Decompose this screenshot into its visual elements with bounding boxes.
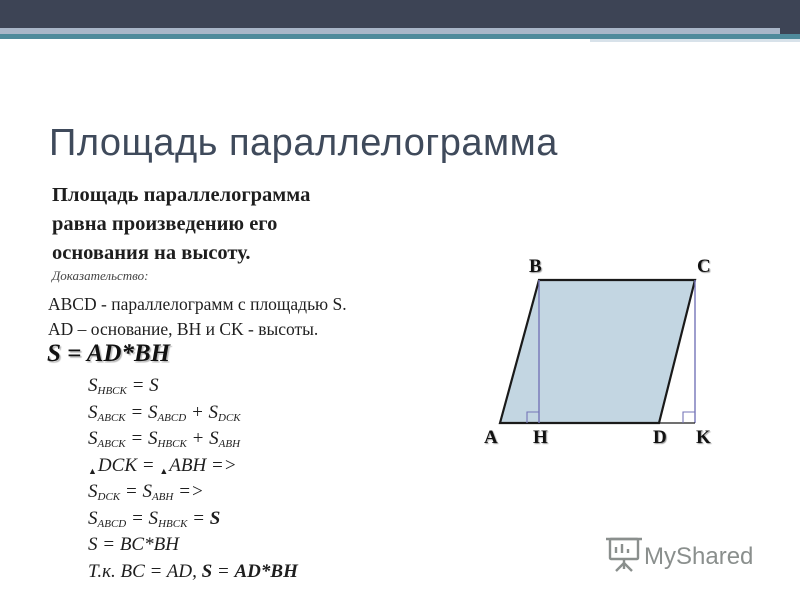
vertex-label-b: B <box>529 256 542 277</box>
proof-step: S = BC*BH <box>88 534 179 555</box>
point-label-k: K <box>696 427 711 448</box>
right-angle-k <box>683 412 695 423</box>
proof-step: $S_{ABCK} = S_{ABCD} + S_{DCK}$ <box>88 401 241 424</box>
given-line: ABCD - параллелограмм с площадью S. <box>48 294 347 314</box>
parallelogram-figure <box>470 245 730 460</box>
header-dark-bar <box>0 0 800 28</box>
theorem-statement <box>52 181 432 268</box>
proof-label: Доказательство: <box>52 268 149 283</box>
theorem-line: Площадь параллелограмма <box>52 184 311 206</box>
proof-step: $S_{HBCK} = S$ <box>88 375 159 397</box>
vertex-label-d: D <box>653 427 667 448</box>
point-label-h: H <box>533 427 548 448</box>
triangle-icon: ▲ <box>159 465 169 476</box>
parallelogram-abcd <box>500 280 695 423</box>
main-formula: S = AD*BH <box>47 340 171 367</box>
vertex-label-a: A <box>484 427 498 448</box>
proof-step: ▲DCK = ▲ABH => <box>88 454 237 476</box>
myshared-logo <box>606 535 766 575</box>
vertex-label-c: C <box>697 256 711 277</box>
slide-title: Площадь параллелограмма <box>49 122 558 164</box>
theorem-line: равна произведению его <box>52 213 278 235</box>
given-line: AD – основание, BH и CK - высоты. <box>48 319 319 339</box>
proof-step: $S_{ABCK} = S_{HBCK} + S_{ABH}$ <box>88 428 241 450</box>
proof-step: $S_{DCK} = S_{ABH}$ => <box>88 481 204 503</box>
proof-steps <box>88 373 298 585</box>
triangle-icon: ▲ <box>88 465 97 476</box>
logo-text: MyShared <box>644 543 754 570</box>
theorem-line: основания на высоту. <box>52 242 251 264</box>
header-stripe-thin <box>590 39 800 42</box>
given-block <box>48 292 347 342</box>
proof-step: $S_{ABCD} = S_{HBCK} = S$ <box>88 507 221 530</box>
presentation-board-icon <box>606 539 642 571</box>
proof-step: Т.к. BC = AD, S = AD*BH <box>88 560 298 582</box>
